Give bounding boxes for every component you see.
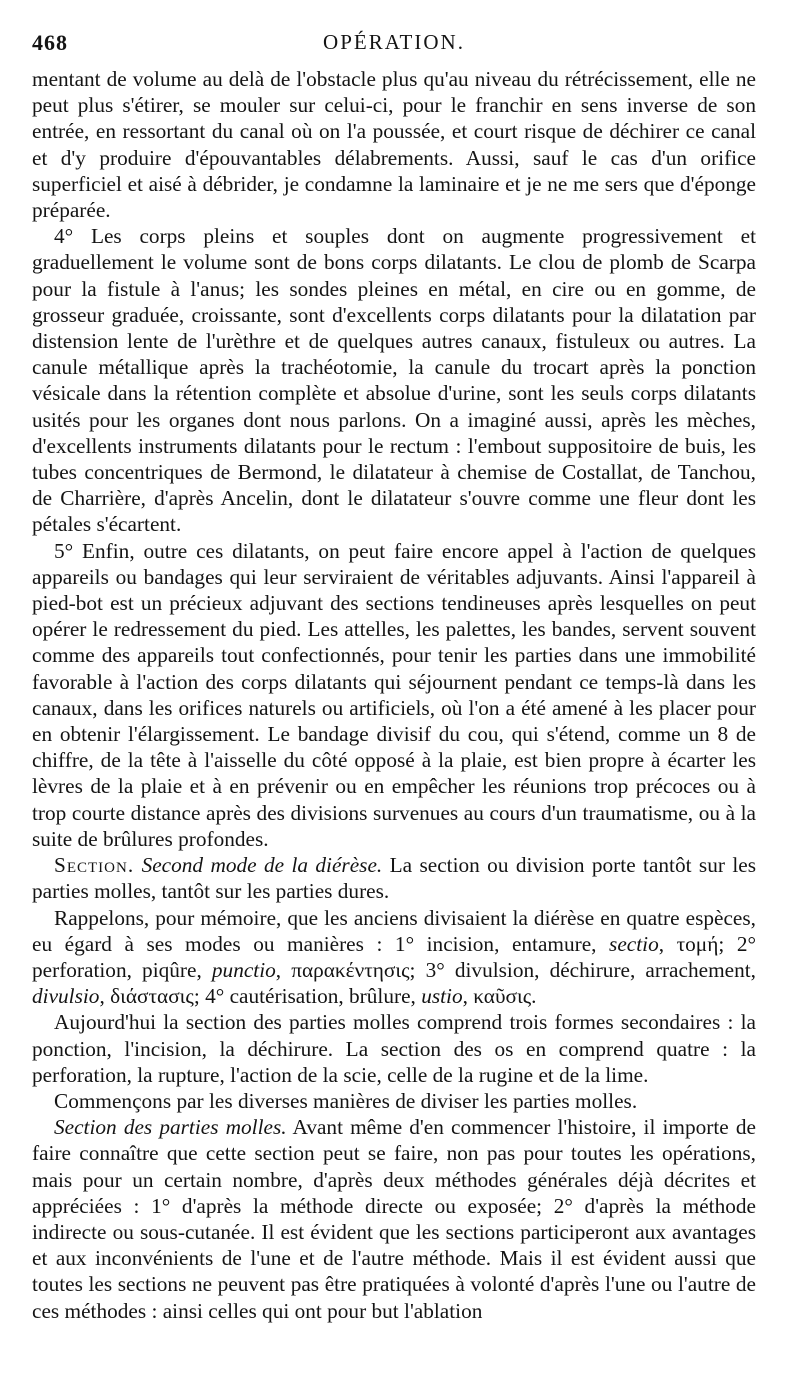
subsection-title: Section des parties molles. xyxy=(54,1115,287,1140)
latin-term: punctio xyxy=(211,957,276,982)
page-number: 468 xyxy=(32,30,68,55)
subsection-text: Avant même d'en commencer l'histoire, il importe de faire connaître que cette section peut se faire, non pas pour toutes les opérations, mais pour un certain nombre, d'après deux méthodes générales déjà décrites et appréciées : 1° d'après la méthode directe ou exposée; 2° d'après la méthode indirecte ou sous-cutanée. Il est évident que les sections participeront aux avantages et aux inconvénients de l'une et de l'autre méthode. Mais il est évident aussi que toutes les sections ne peuvent pas être pratiquées à volonté d'après l'une ou l'autre de ces méthodes : ainsi celles qui ont pour but l'ablation xyxy=(32,1115,756,1323)
latin-term: divulsio xyxy=(32,984,100,1009)
section-intro-text: La section ou division porte tantôt sur les parties molles, tantôt sur les parties dures. xyxy=(32,853,756,904)
text-run: Rappelons, pour mémoire, que les anciens divisaient la diérèse en quatre espèces, eu égard à ses modes ou manières : 1° incision, entamure, xyxy=(32,905,756,956)
latin-term: ustio xyxy=(421,984,463,1009)
section-subtitle: Second mode de la diérèse. xyxy=(141,853,383,878)
page-header xyxy=(32,26,756,66)
paragraph-soft-parts xyxy=(32,1114,756,1324)
text-run: , παρακέντησις; 3° divulsion, déchirure, arrachement, xyxy=(275,957,756,982)
paragraph-modern-forms: Aujourd'hui la section des parties molles comprend trois formes secondaires : la ponction, l'incision, la déchirure. La section des os en comprend quatre : la perforation, la rupture, l'action de la scie, celle de la rugine et de la lime. xyxy=(32,1010,756,1087)
paragraph-section-heading xyxy=(32,852,756,904)
paragraph-item-5: 5° Enfin, outre ces dilatants, on peut faire encore appel à l'action de quelques appareils ou bandages qui leur serviraient de véritables adjuvants. Ainsi l'appareil à pied-bot est un précieux adjuvant des sections tendineuses après lesquelles on peut opérer le redressement du pied. Les attelles, les palettes, les bandes, servent souvent comme des appareils tout confectionnés, pour tenir les parties dans une immobilité favorable à l'action des corps dilatants qui séjournent pendant ce temps-là dans les canaux, dans les orifices naturels ou artificiels, où l'on a été amené à les placer pour en obtenir l'élargissement. Le bandage divisif du cou, qui s'étend, comme un 8 de chiffre, de la tête à l'aisselle du côté opposé à la plaie, est bien propre à écarter les lèvres de la plaie et à en prévenir ou en empêcher les réunions trop précoces ou à trop courte distance après des divisions survenues au cours d'un traumatisme, ou à la suite de brûlures profondes. xyxy=(32,538,756,851)
latin-term: sectio xyxy=(609,931,659,956)
paragraph-continuation: mentant de volume au delà de l'obstacle plus qu'au niveau du rétrécissement, elle ne peut plus s'étirer, se mouler sur celui-ci, pour le franchir en sens inverse de son entrée, en ressortant du canal où on l'a poussée, et court risque de déchirer ce canal et d'y produire d'épouvantables délabrements. Aussi, sauf le cas d'un orifice superficiel et aisé à débrider, je condamne la laminaire et je ne me sers que d'éponge préparée. xyxy=(32,67,756,223)
section-label: Section. xyxy=(54,853,135,878)
paragraph-item-4: 4° Les corps pleins et souples dont on augmente progressivement et graduellement le volume sont de bons corps dilatants. Le clou de plomb de Scarpa pour la fistule à l'anus; les sondes pleines en métal, en cire ou en gomme, de grosseur graduée, croissante, sont d'excellents corps dilatants pour la dilatation par distension lente de l'urèthre et de quelques autres canaux, fistuleux ou autres. La canule métallique après la trachéotomie, la canule du trocart après la ponction vésicale dans la rétention complète et absolue d'urine, sont les seuls corps dilatants usités pour les organes dont nous parlons. On a imaginé aussi, après les mèches, d'excellents instruments dilatants pour le rectum : l'embout suppositoire de buis, les tubes concentriques de Bermond, le dilatateur à chemise de Costallat, de Tanchou, de Charrière, d'après Ancelin, dont le dilatateur s'ouvre comme une fleur dont les pétales s'écartent. xyxy=(32,224,756,537)
paragraph-ancient-modes xyxy=(32,905,756,1010)
text-run: , καῦσις. xyxy=(462,984,537,1009)
paragraph-transition: Commençons par les diverses manières de diviser les parties molles. xyxy=(54,1088,638,1113)
body-text xyxy=(32,66,756,1324)
text-run: , τομή; 2° perforation, piqûre, xyxy=(32,931,756,982)
running-head: OPÉRATION. xyxy=(323,30,465,54)
text-run: , διάστασις; 4° cautérisation, brûlure, xyxy=(99,984,422,1009)
